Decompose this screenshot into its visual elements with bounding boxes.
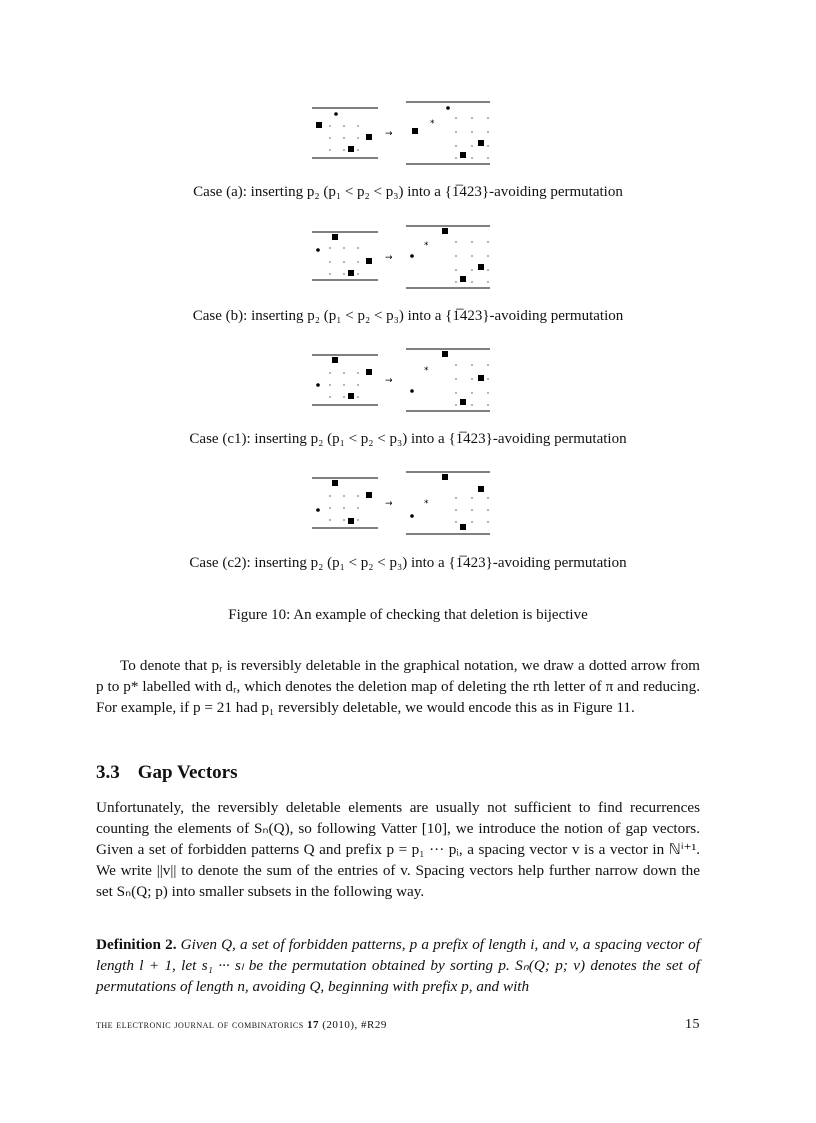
caption-case-c2: Case (c2): inserting p₂ (p₁ < p₂ < p₃) into a {1̅423}-avoiding permutation <box>189 555 627 571</box>
arrow-a: → <box>385 129 393 139</box>
figure-caption: Figure 10: An example of checking that deletion is bijective <box>228 607 588 623</box>
arrow-c1: → <box>385 376 393 386</box>
star-c1: * <box>424 366 429 376</box>
journal-name: the electronic journal of combinatorics <box>96 1019 304 1031</box>
star-b: * <box>424 241 429 251</box>
caption-case-c1: Case (c1): inserting p₂ (p₁ < p₂ < p₃) into a {1̅423}-avoiding permutation <box>189 431 627 447</box>
definition-text: Given Q, a set of forbidden patterns, p a prefix of length i, and v, a spacing vector of length l + 1, let s₁ ··· sₗ be the permutation obtained by sorting p. Sₙ(Q; p; v) denotes the set of permutations of length n, avoiding Q, beginning with prefix p, and with <box>96 936 700 995</box>
diagram-case-c1 <box>300 345 500 415</box>
section-number: 3.3 <box>96 762 120 783</box>
section-title: Gap Vectors <box>137 762 238 783</box>
definition-label: Definition 2. <box>96 936 177 953</box>
journal-issue: (2010), #R29 <box>322 1019 387 1031</box>
paragraph-reversibly-deletable <box>96 655 700 718</box>
diagram-case-a <box>300 98 500 168</box>
caption-case-b: Case (b): inserting p₂ (p₁ < p₂ < p₃) into a {1̅423}-avoiding permutation <box>192 308 624 324</box>
definition-2 <box>96 934 700 997</box>
caption-case-a: Case (a): inserting p₂ (p₁ < p₂ < p₃) into a {1̅423}-avoiding permutation <box>193 184 623 200</box>
page-number: 15 <box>685 1017 700 1032</box>
journal-volume: 17 <box>306 1019 319 1031</box>
arrow-c2: → <box>385 499 393 509</box>
page-footer <box>96 1019 700 1031</box>
paragraph-gap-vectors: Unfortunately, the reversibly deletable elements are usually not sufficient to find recurrences counting the elements of Sₙ(Q), so following Vatter [10], we introduce the notion of gap vectors. Given a set of forbidden patterns Q and prefix p = p₁ ··· pᵢ, a spacing vector v is a vector in ℕⁱ⁺¹. We write ||v|| to denote the sum of the entries of v. Spacing vectors help further narrow down the set Sₙ(Q; p) into smaller subsets in the following way. <box>96 799 700 900</box>
diagram-case-b <box>300 222 500 292</box>
diagram-case-c2 <box>300 468 500 538</box>
star-a: * <box>430 119 435 129</box>
section-heading <box>96 762 238 784</box>
star-c2: * <box>424 499 429 509</box>
arrow-b: → <box>385 253 393 263</box>
paragraph-1-text: To denote that pᵣ is reversibly deletable in the graphical notation, we draw a dotted arrow from p to p* labelled with dᵣ, which denotes the deletion map of deleting the rth letter of π and reducing. For example, if p = 21 had p₁ reversibly deletable, we would encode this as in Figure 11. <box>96 657 700 716</box>
